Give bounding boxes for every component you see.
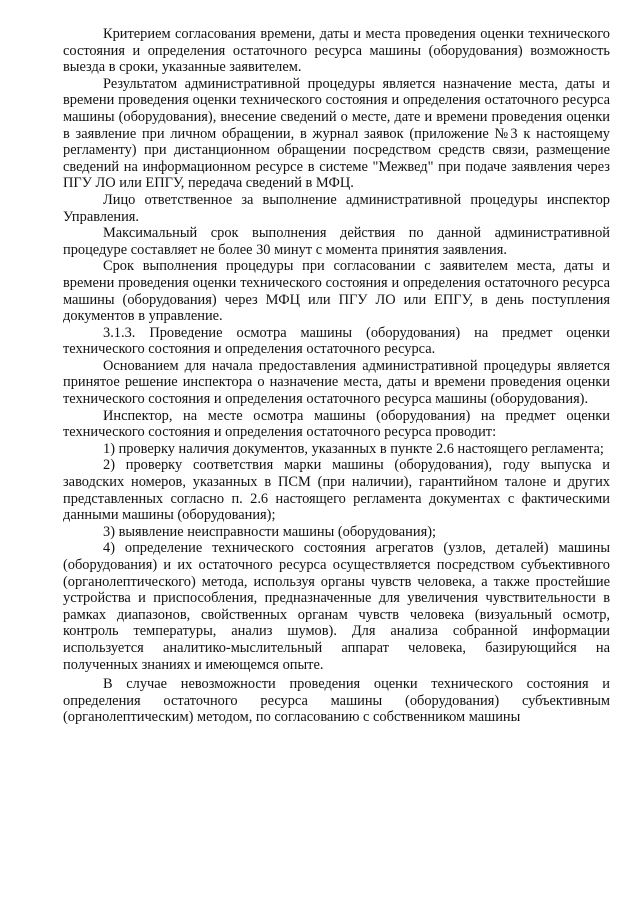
- paragraph-procedure-term: Срок выполнения процедуры при согласовании с заявителем места, даты и времени проведения оценки технического состояния и определения остаточного ресурса машины (оборудования) через МФЦ или ПГУ ЛО или ЕПГУ, в день поступления документов в управление.: [63, 258, 610, 325]
- list-item-4: 4) определение технического состояния агрегатов (узлов, деталей) машины (оборудования) и их остаточного ресурса осуществляется посредством субъективного (органолептического) метода, используя органы чувств человека, а также простейшие устройства и приспособления, предназначенные для увеличения чувствительности в рамках диапазонов, свойственных органам чувств человека (визуальный осмотр, контроль температуры, анализ шумов). Для анализа собранной информации используется аналитико-мыслительный аппарат человека, базирующийся на полученных знаниях и имеющемся опыте.: [63, 540, 610, 673]
- paragraph-procedure-result: Результатом административной процедуры является назначение места, даты и времени проведения оценки технического состояния и определения остаточного ресурса машины (оборудования), внесение сведений о месте, дате и времени проведения оценки в заявление при личном обращении, в журнал заявок (приложение №3 к настоящему регламенту) при дистанционном обращении посредством средств связи, размещение сведений на информационном ресурсе в системе "Межвед" при подаче заявления через ПГУ ЛО или ЕПГУ, передача сведений в МФЦ.: [63, 75, 610, 192]
- paragraph-impossibility-case: В случае невозможности проведения оценки технического состояния и определения остаточного ресурса машины (оборудования) субъективным (органолептическим) методом, по согласованию с собственником машины: [63, 676, 610, 726]
- section-heading-3-1-3: 3.1.3. Проведение осмотра машины (оборудования) на предмет оценки технического состояния и определения остаточного ресурса.: [63, 324, 610, 358]
- paragraph-responsible-person: Лицо ответственное за выполнение административной процедуры инспектор Управления.: [63, 191, 610, 225]
- list-item-2: 2) проверку соответствия марки машины (оборудования), году выпуска и заводских номеров, указанных в ПСМ (при наличии), гарантийном талоне и других представленных согласно п. 2.6 настоящего регламента документах с фактическими данными машины (оборудования);: [63, 457, 610, 524]
- paragraph-inspector-actions: Инспектор, на месте осмотра машины (оборудования) на предмет оценки технического состояния и определения остаточного ресурса проводит:: [63, 407, 610, 441]
- list-item-1: 1) проверку наличия документов, указанных в пункте 2.6 настоящего регламента;: [103, 440, 604, 457]
- paragraph-procedure-basis: Основанием для начала предоставления административной процедуры является принятое решение инспектора о назначение места, даты и времени проведения оценки технического состояния и определения остаточного ресурса машины (оборудования).: [63, 357, 610, 408]
- paragraph-max-duration: Максимальный срок выполнения действия по данной административной процедуре составляет не более 30 минут с момента принятия заявления.: [63, 225, 610, 258]
- paragraph-agreement-criterion: Критерием согласования времени, даты и места проведения оценки технического состояния и определения остаточного ресурса машины (оборудования) возможность выезда в сроки, указанные заявителем.: [63, 26, 610, 76]
- list-item-3: 3) выявление неисправности машины (оборудования);: [103, 523, 436, 540]
